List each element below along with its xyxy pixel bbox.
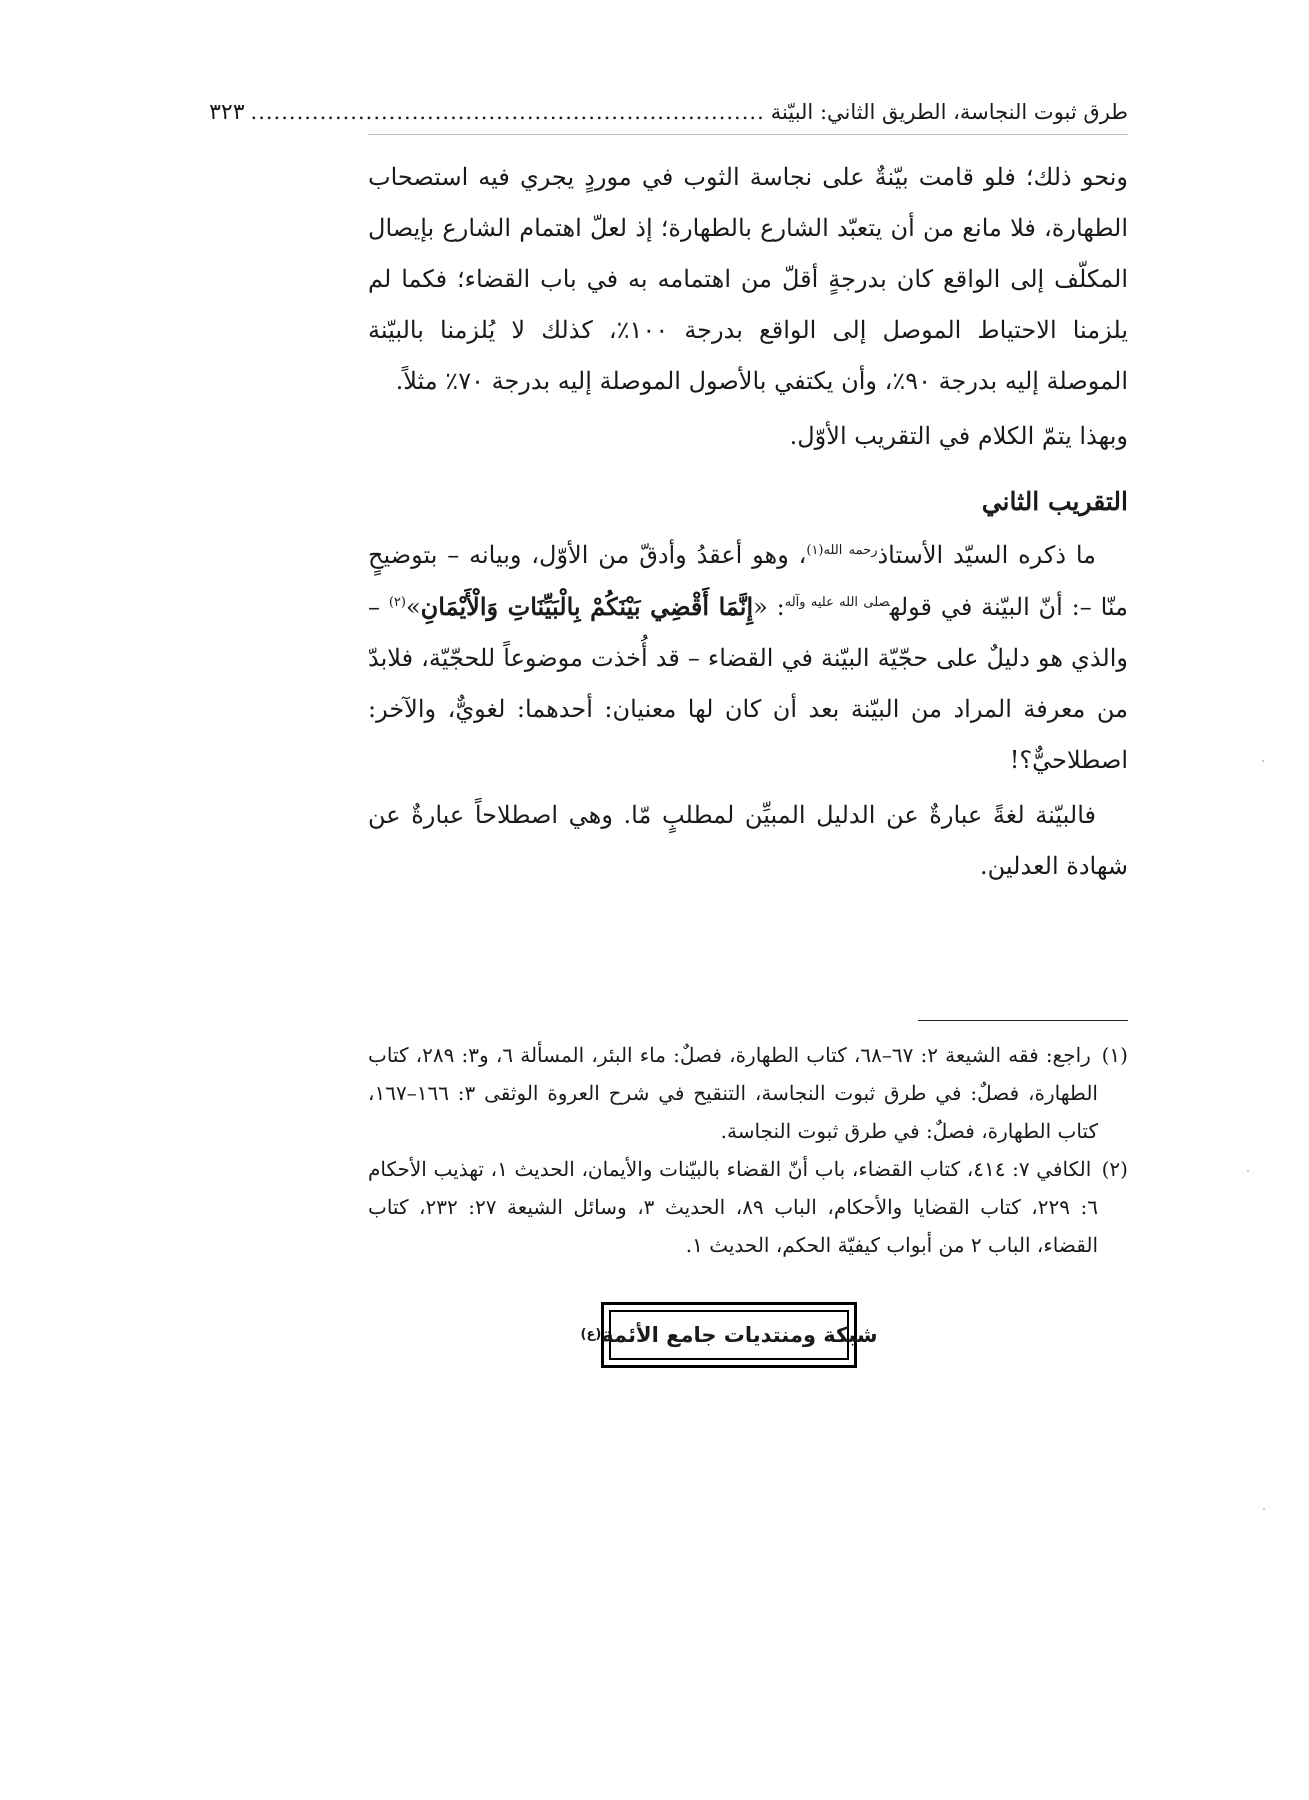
footnotes xyxy=(368,1036,1128,1264)
footnote-divider xyxy=(918,1020,1128,1021)
footnote-2-number: (٢) xyxy=(1101,1157,1128,1181)
footnote-1 xyxy=(368,1036,1128,1150)
paragraph-3-part-d: » xyxy=(405,593,421,621)
page-number: ٣٢٣ xyxy=(209,99,245,125)
main-text xyxy=(368,152,1128,892)
header-divider xyxy=(368,134,1128,135)
watermark-stamp xyxy=(580,1302,878,1368)
section-heading: التقريب الثاني xyxy=(981,487,1128,516)
paragraph-2: وبهذا يتمّ الكلام في التقريب الأوّل. xyxy=(789,422,1128,450)
header-leader-dots: ................................................................... xyxy=(250,100,765,124)
footnote-ref-2[interactable]: (٢) xyxy=(388,595,406,610)
footnote-2-text: الكافي ٧: ٤١٤، كتاب القضاء، باب أنّ القضاء بالبيّنات والأيمان، الحديث ١، تهذيب الأحكام ٦: ٢٢٩، كتاب القضايا والأحكام، الباب ٨٩، الحديث ٣، وسائل الشيعة ٢٧: ٢٣٢، كتاب القضاء، الباب ٢ من أبواب كيفيّة الحكم، الحديث ١. xyxy=(368,1157,1098,1257)
honorific-salutation: صلى الله عليه وآله xyxy=(784,595,890,610)
paragraph-3-part-b: ، وهو أعقدُ وأدقّ من الأوّل، وبيانه – بتوضيحٍ منّا –: أنّ البيّنة في قوله xyxy=(368,541,1128,621)
footnote-1-number: (١) xyxy=(1101,1043,1128,1067)
honorific-rahimahullah: رحمه الله xyxy=(823,543,878,558)
running-header xyxy=(209,92,1128,132)
paragraph-3-part-c: : « xyxy=(753,593,785,621)
scan-speck xyxy=(1262,760,1264,762)
paragraph-3-part-a: ما ذكره السيّد الأستاذ xyxy=(877,541,1096,569)
hadith-quote: إِنَّمَا أَقْضِي بَيْنَكُمْ بِالْبَيِّنَاتِ وَالْأَيْمَانِ xyxy=(420,592,754,621)
stamp-text: شبكة ومنتديات جامع الأئمة xyxy=(601,1323,878,1347)
paragraph-3-part-e: – والذي هو دليلٌ على حجّيّة البيّنة في القضاء – قد أُخذت موضوعاً للحجّيّة، فلابدّ من معرفة المراد من البيّنة بعد أن كان لها معنيان: أحدهما: لغويٌّ، والآخر: اصطلاحيٌّ؟! xyxy=(368,593,1128,774)
scan-speck xyxy=(1247,1170,1249,1172)
footnote-1-text: راجع: فقه الشيعة ٢: ٦٧–٦٨، كتاب الطهارة، فصلٌ: ماء البئر، المسألة ٦، و٣: ٢٨٩، كتاب الطهارة، فصلٌ: في طرق ثبوت النجاسة، التنقيح في شرح العروة الوثقى ٣: ١٦٦–١٦٧، كتاب الطهارة، فصلٌ: في طرق ثبوت النجاسة. xyxy=(368,1043,1098,1143)
scan-speck xyxy=(1263,1508,1265,1510)
paragraph-4: فالبيّنة لغةً عبارةٌ عن الدليل المبيِّن لمطلبٍ مّا. وهي اصطلاحاً عبارةٌ عن شهادة العدلين. xyxy=(368,801,1128,880)
header-title: طرق ثبوت النجاسة، الطريق الثاني: البيّنة xyxy=(770,100,1128,124)
paragraph-3 xyxy=(368,530,1128,786)
footnote-ref-1[interactable]: (١) xyxy=(806,543,824,558)
stamp-inner-frame: شبكة ومنتديات جامع الأئمة (ع) xyxy=(609,1310,849,1360)
paragraph-1: ونحو ذلك؛ فلو قامت بيّنةٌ على نجاسة الثوب في موردٍ يجري فيه استصحاب الطهارة، فلا مانع من أن يتعبّد الشارع بالطهارة؛ إذ لعلّ اهتمام الشارع بإيصال المكلّف إلى الواقع كان بدرجةٍ أقلّ من اهتمامه به في باب القضاء؛ فكما لم يلزمنا الاحتياط الموصل إلى الواقع بدرجة ١٠٠٪، كذلك لا يُلزمنا بالبيّنة الموصلة إليه بدرجة ٩٠٪، وأن يكتفي بالأصول الموصلة إليه بدرجة ٧٠٪ مثلاً. xyxy=(368,163,1129,395)
footnote-2 xyxy=(368,1150,1128,1264)
